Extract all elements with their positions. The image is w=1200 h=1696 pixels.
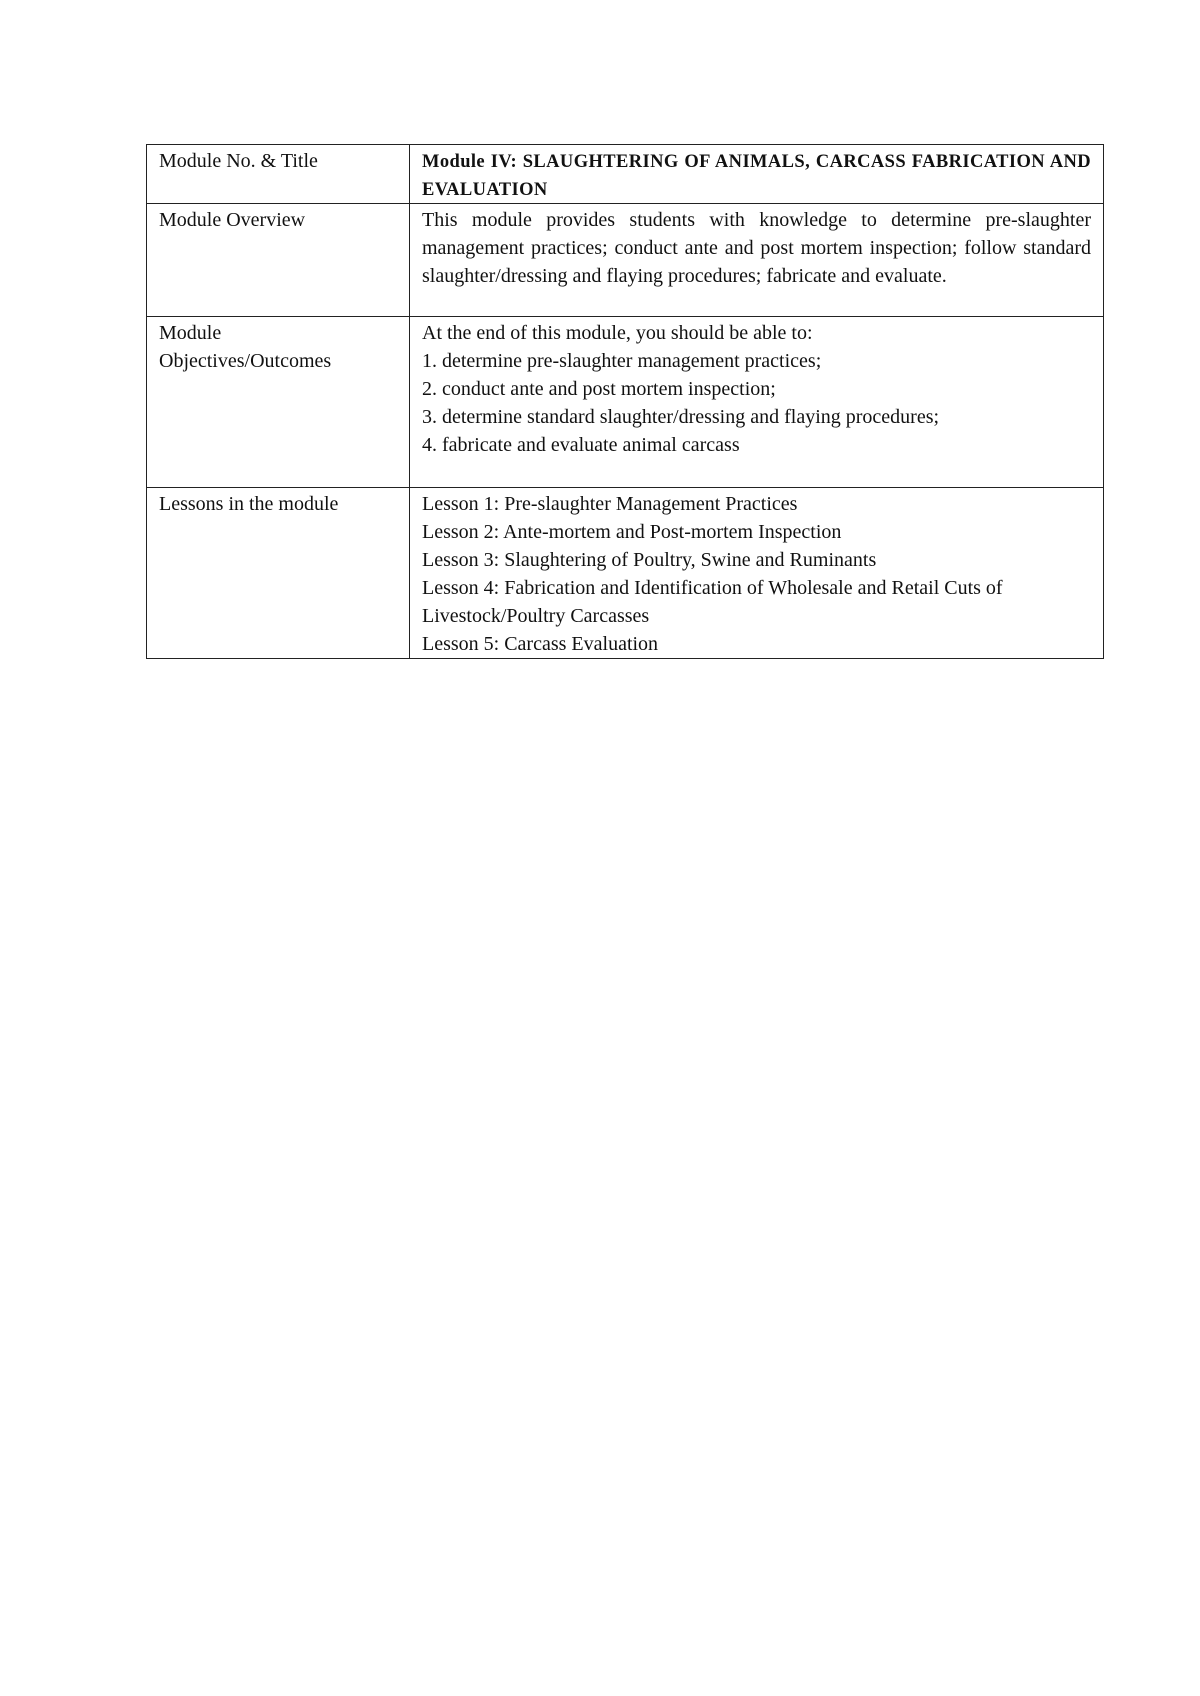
module-title [410,145,1104,204]
lesson-item: Lesson 5: Carcass Evaluation [422,633,659,655]
table-row-overview [147,204,1104,317]
table-row-objectives [147,317,1104,488]
lesson-item: Lesson 1: Pre-slaughter Management Practices [422,493,798,515]
module-overview-text: This module provides students with knowledge to determine pre-slaughter management practices; conduct ante and post mortem inspection; follow standard slaughter/dressing and flaying procedures; fabricate and evaluate. [410,204,1104,317]
lessons-list [410,488,1104,659]
module-title-text: Module IV: SLAUGHTERING OF ANIMALS, CARCASS FABRICATION AND EVALUATION [422,152,1091,200]
objective-item: 2. conduct ante and post mortem inspection; [422,378,776,400]
label-module-objectives [147,317,410,488]
lesson-item: Lesson 2: Ante-mortem and Post-mortem Inspection [422,521,842,543]
label-module-title: Module No. & Title [147,145,410,204]
table-row-lessons [147,488,1104,659]
label-lessons: Lessons in the module [147,488,410,659]
lesson-item: Lesson 3: Slaughtering of Poultry, Swine and Ruminants [422,549,877,571]
objectives-intro: At the end of this module, you should be able to: [422,322,813,344]
objective-item: 3. determine standard slaughter/dressing and flaying procedures; [422,406,940,428]
module-objectives [410,317,1104,488]
label-objectives-line-2: Objectives/Outcomes [159,350,332,372]
label-objectives-line-1: Module [159,322,222,344]
objective-item: 4. fabricate and evaluate animal carcass [422,434,740,456]
table-row-title [147,145,1104,204]
module-info-table [146,144,1104,659]
lesson-item: Lesson 4: Fabrication and Identification of Wholesale and Retail Cuts of Livestock/Poultry Carcasses [422,577,1003,627]
objective-item: 1. determine pre-slaughter management practices; [422,350,822,372]
label-module-overview: Module Overview [147,204,410,317]
